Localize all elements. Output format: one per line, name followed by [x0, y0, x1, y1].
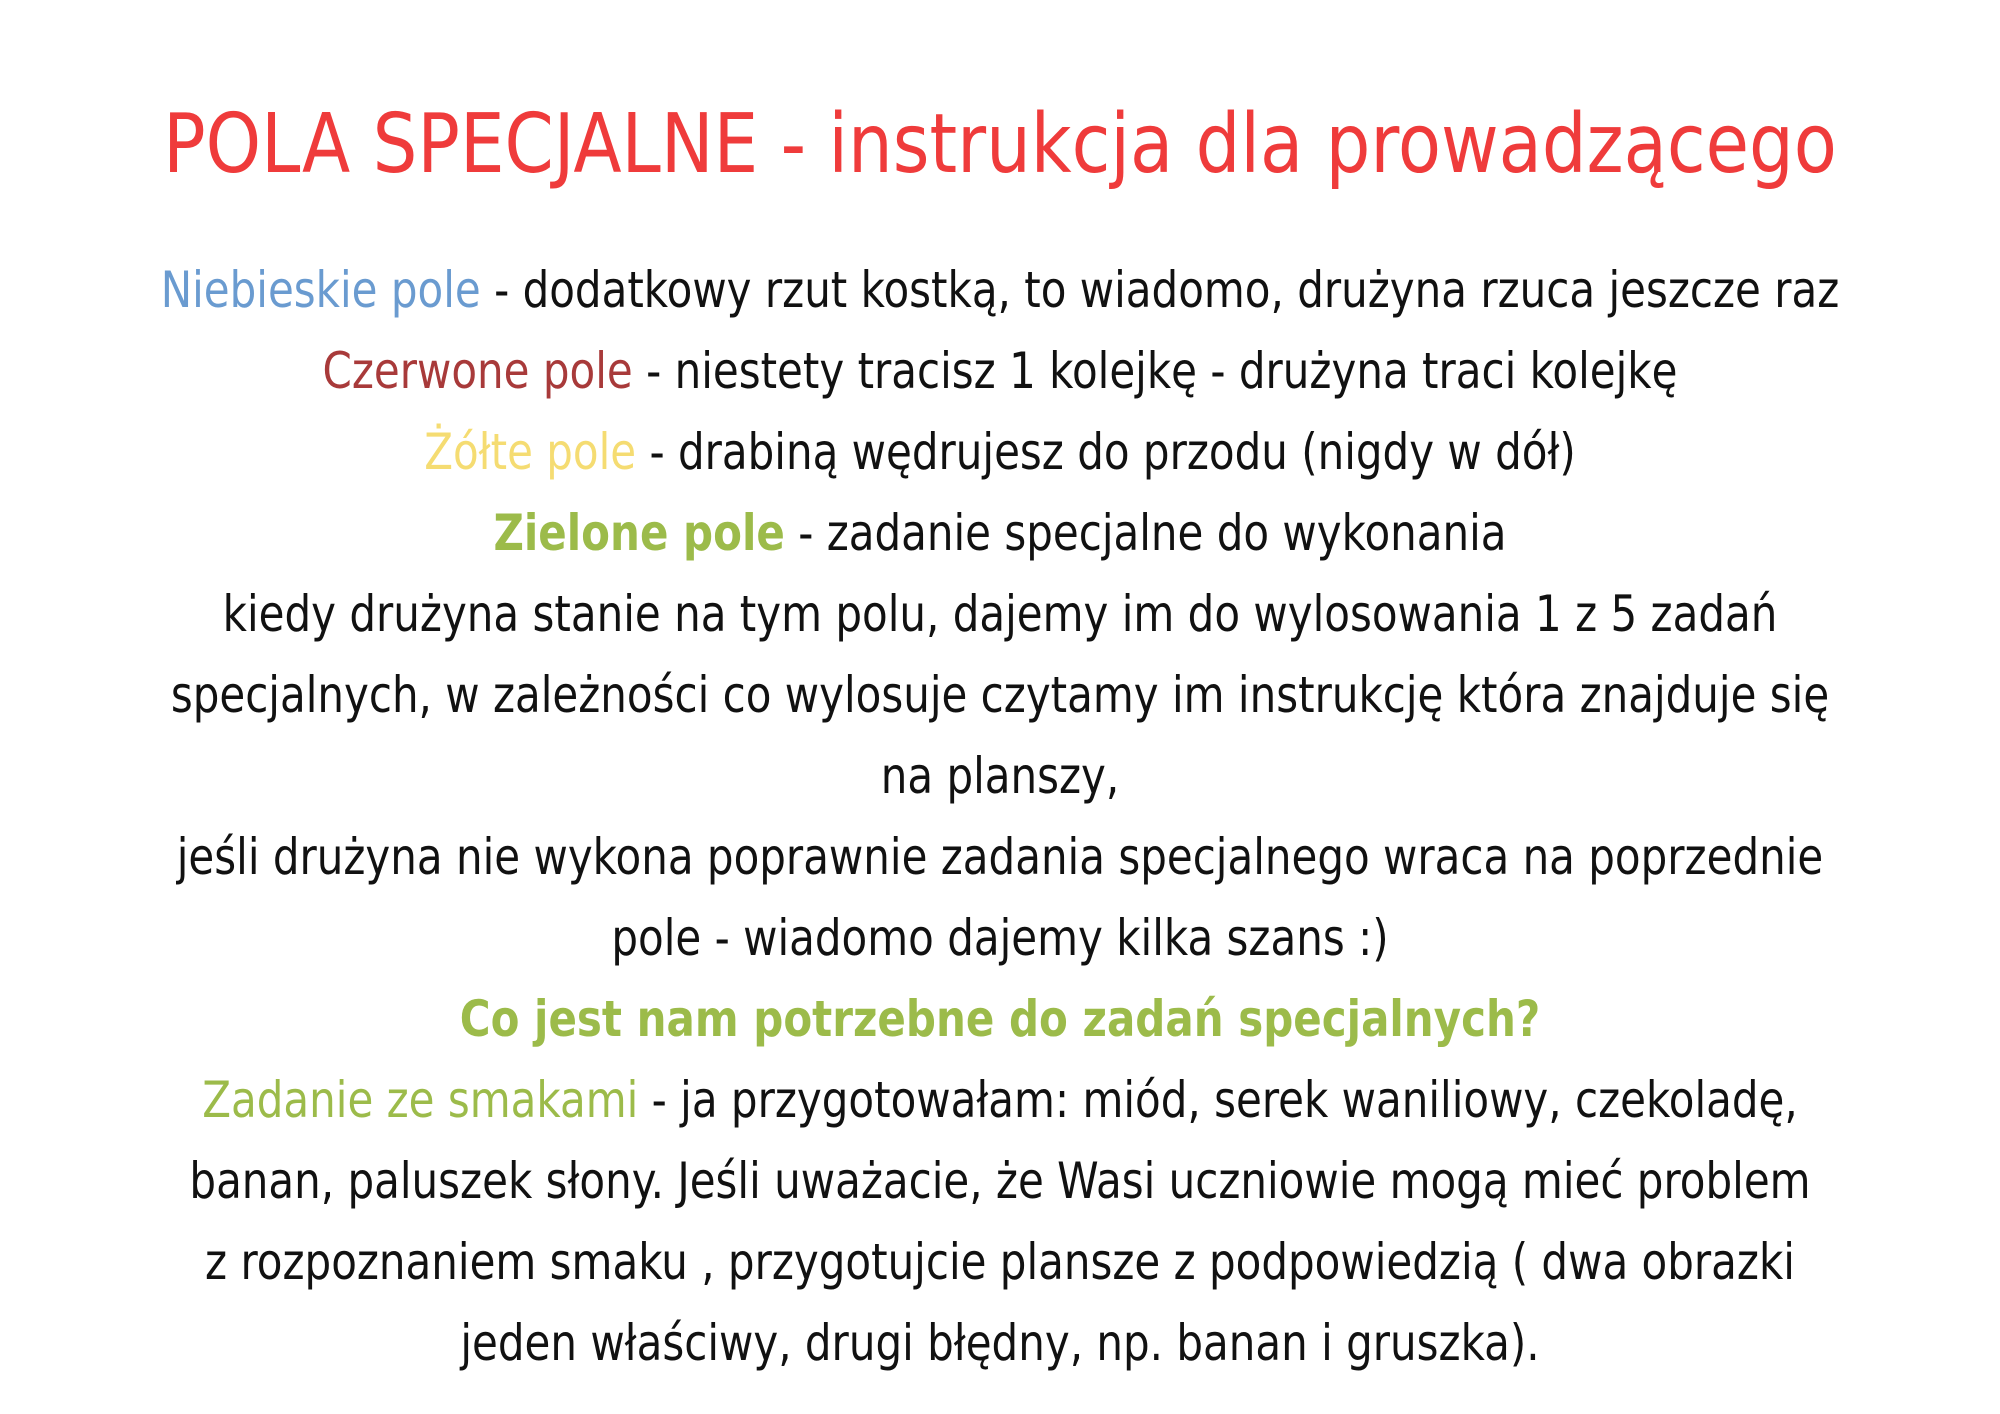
taste-task-desc: - ja przygotowałam: miód, serek waniliowy, czekoladę,: [638, 1071, 1798, 1129]
needs-heading: Co jest nam potrzebne do zadań specjalnych?: [459, 990, 1541, 1048]
taste-task-line-3: z rozpoznaniem smaku , przygotujcie plansze z podpowiedzią ( dwa obrazki: [205, 1233, 1795, 1291]
page-title: POLA SPECJALNE - instrukcja dla prowadzącego: [163, 97, 1837, 192]
green-field-label: Zielone pole: [493, 504, 785, 562]
red-field-line: [160, 339, 1840, 403]
green-field-line: [160, 501, 1840, 565]
green-field-text-2: specjalnych, w zależności co wylosuje czytamy im instrukcję która znajduje się: [170, 666, 1830, 724]
blue-field-label: Niebieskie pole: [160, 261, 481, 319]
green-field-text-3: na planszy,: [880, 747, 1120, 805]
yellow-field-line: [160, 420, 1840, 484]
red-field-label: Czerwone pole: [322, 342, 633, 400]
taste-task-line-1: [160, 1068, 1840, 1132]
blue-field-desc: - dodatkowy rzut kostką, to wiadomo, drużyna rzuca jeszcze raz: [480, 261, 1840, 319]
red-field-desc: - niestety tracisz 1 kolejkę - drużyna traci kolejkę: [632, 342, 1678, 400]
blue-field-line: [160, 258, 1840, 322]
yellow-field-label: Żółte pole: [424, 423, 637, 481]
taste-task-line-2: banan, paluszek słony. Jeśli uważacie, że Wasi uczniowie mogą mieć problem: [189, 1152, 1811, 1210]
taste-task-label: Zadanie ze smakami: [202, 1071, 639, 1129]
green-field-desc: - zadanie specjalne do wykonania: [784, 504, 1507, 562]
taste-task-line-4: jeden właściwy, drugi błędny, np. banan i gruszka).: [460, 1314, 1540, 1372]
yellow-field-desc: - drabiną wędrujesz do przodu (nigdy w dół): [636, 423, 1576, 481]
green-field-text-5: pole - wiadomo dajemy kilka szans :): [611, 909, 1389, 967]
green-field-text-1: kiedy drużyna stanie na tym polu, dajemy im do wylosowania 1 z 5 zadań: [222, 585, 1778, 643]
green-field-text-4: jeśli drużyna nie wykona poprawnie zadania specjalnego wraca na poprzednie: [176, 828, 1824, 886]
